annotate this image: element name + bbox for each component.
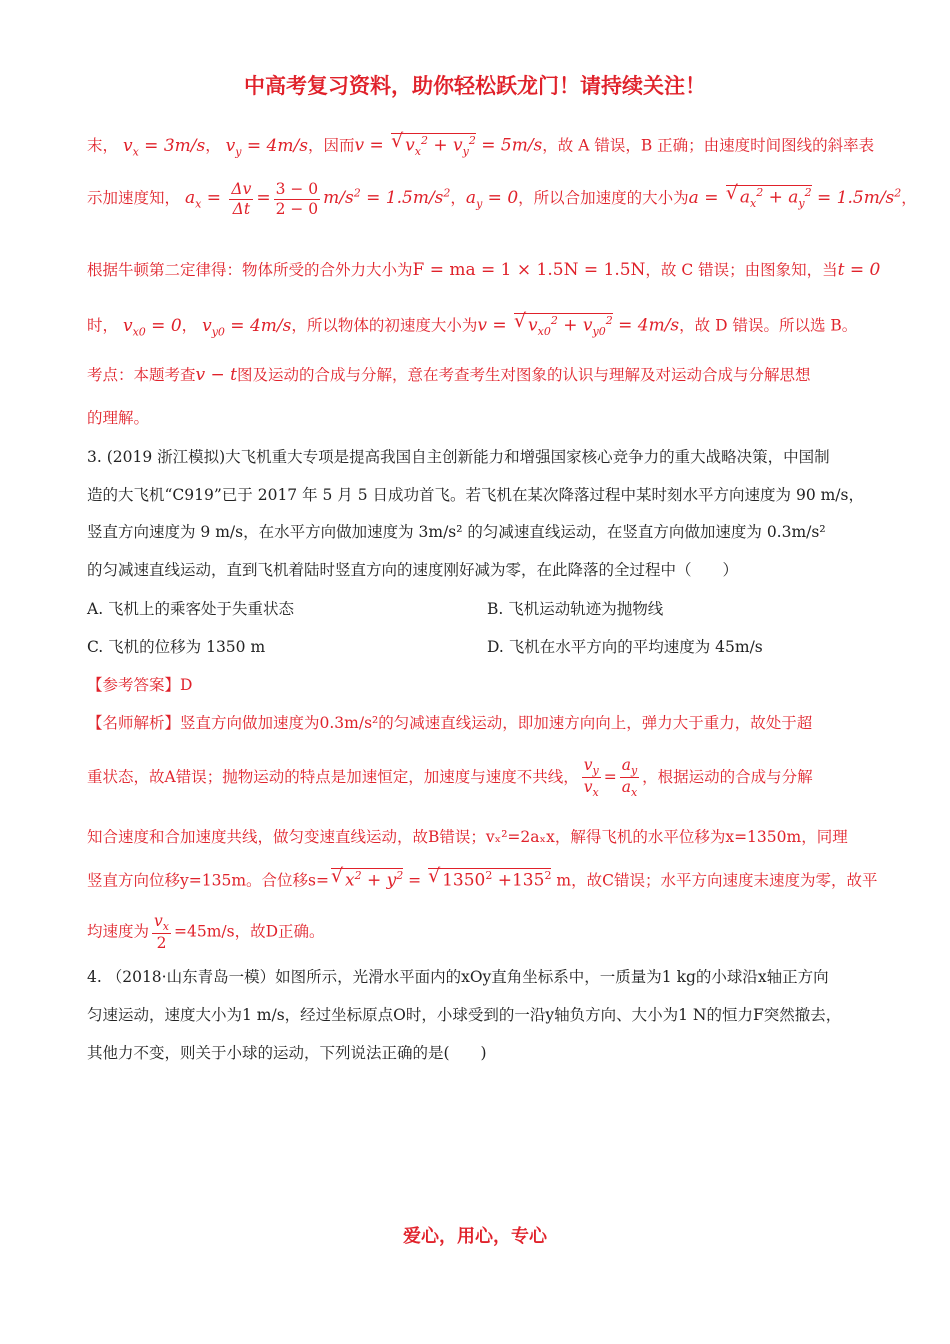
q3-line-1: 3. (2019 浙江模拟)大飞机重大专项是提高我国自主创新能力和增强国家核心竞争力的重大战略决策，中国制 bbox=[87, 448, 830, 466]
page-header-banner: 中高考复习资料，助你轻松跃龙门！请持续关注！ bbox=[244, 74, 706, 98]
q3-line-2: 造的大飞机“C919”已于 2017 年 5 月 5 日成功首飞。若飞机在某次降落过程中某时刻水平方向速度为 90 m/s， bbox=[87, 486, 864, 504]
q3-analysis-line-3: 知合速度和合加速度共线，做匀变速直线运动，故B错误；vₓ²=2aₓx，解得飞机的水平位移为x=1350m，同理 bbox=[87, 828, 848, 846]
q3-analysis-line-2: 重状态，故A错误；抛物运动的特点是加速恒定，加速度与速度不共线， $\frac{v_y}{v_x}$ = $\frac{a_y}{a_x}$ ，根据运动的合成与分解 bbox=[87, 756, 813, 800]
q3-option-b: B. 飞机运动轨迹为抛物线 bbox=[487, 600, 664, 618]
solution-line-5: 考点：本题考查v − t图及运动的合成与分解，意在考查考生对图象的认识与理解及对运动合成与分解思想 bbox=[87, 365, 811, 385]
solution-line-2: 示加速度知， $a_x$ = $\frac{\Delta v}{\Delta t}$ = $\frac{3 - 0}{2 - 0}$ $m/s^2 = 1.5m/s^2$，$a_y = 0$，所以合加速度的大小为a = √ $a_x^2 + a_y^2 = 1.5m/s^2$， bbox=[87, 180, 917, 218]
q3-line-4: 的匀减速直线运动，直到飞机着陆时竖直方向的速度刚好减为零，在此降落的全过程中（ ） bbox=[87, 561, 739, 579]
solution-line-3: 根据牛顿第二定律得：物体所受的合外力大小为F = ma = 1 × 1.5N = 1.5N，故 C 错误；由图象知，当t = 0 bbox=[87, 260, 881, 280]
q4-line-1: 4. （2018·山东青岛一模）如图所示，光滑水平面内的xOy直角坐标系中，一质量为1 kg的小球沿x轴正方向 bbox=[87, 968, 829, 986]
page-footer: 爱心，用心，专心 bbox=[403, 1226, 547, 1247]
q3-answer: 【参考答案】D bbox=[87, 676, 193, 694]
q3-option-c: C. 飞机的位移为 1350 m bbox=[87, 638, 266, 656]
q3-line-3: 竖直方向速度为 9 m/s，在水平方向做加速度为 3m/s² 的匀减速直线运动，在竖直方向做加速度为 0.3m/s² bbox=[87, 523, 826, 541]
q3-option-d: D. 飞机在水平方向的平均速度为 45m/s bbox=[487, 638, 763, 656]
solution-line-4: 时， $v_{x0} = 0$， $v_{y0} = 4m/s$，所以物体的初速度大小为v = √ $v_{x0}^2 + v_{y0}^2 = 4m/s$，故 D 错误。所以选 B。 bbox=[87, 313, 857, 339]
q3-analysis-line-5: 均速度为 $\frac{v_x}{2}$ =45m/s，故D正确。 bbox=[87, 912, 325, 953]
solution-line-6: 的理解。 bbox=[87, 409, 150, 427]
solution-line-1: 末， $v_x = 3m/s$， $v_y = 4m/s$，因而v = √ $v_x^2 + v_y^2 = 5m/s$，故 A 错误，B 正确；由速度时间图线的斜率表 bbox=[87, 133, 874, 159]
q3-analysis-line-1: 【名师解析】竖直方向做加速度为0.3m/s²的匀减速直线运动，即加速方向向上，弹力大于重力，故处于超 bbox=[87, 714, 813, 732]
q4-line-2: 匀速运动，速度大小为1 m/s，经过坐标原点O时，小球受到的一沿y轴负方向、大小为1 N的恒力F突然撤去， bbox=[87, 1006, 842, 1024]
q3-analysis-line-4: 竖直方向位移y=135m。合位移s=√ $x^2 + y^2$ = √ $1350^2 +135^2$ m，故C错误；水平方向速度末速度为零，故平 bbox=[87, 868, 877, 892]
q4-line-3: 其他力不变，则关于小球的运动，下列说法正确的是( ) bbox=[87, 1044, 487, 1062]
q3-option-a: A. 飞机上的乘客处于失重状态 bbox=[87, 600, 295, 618]
